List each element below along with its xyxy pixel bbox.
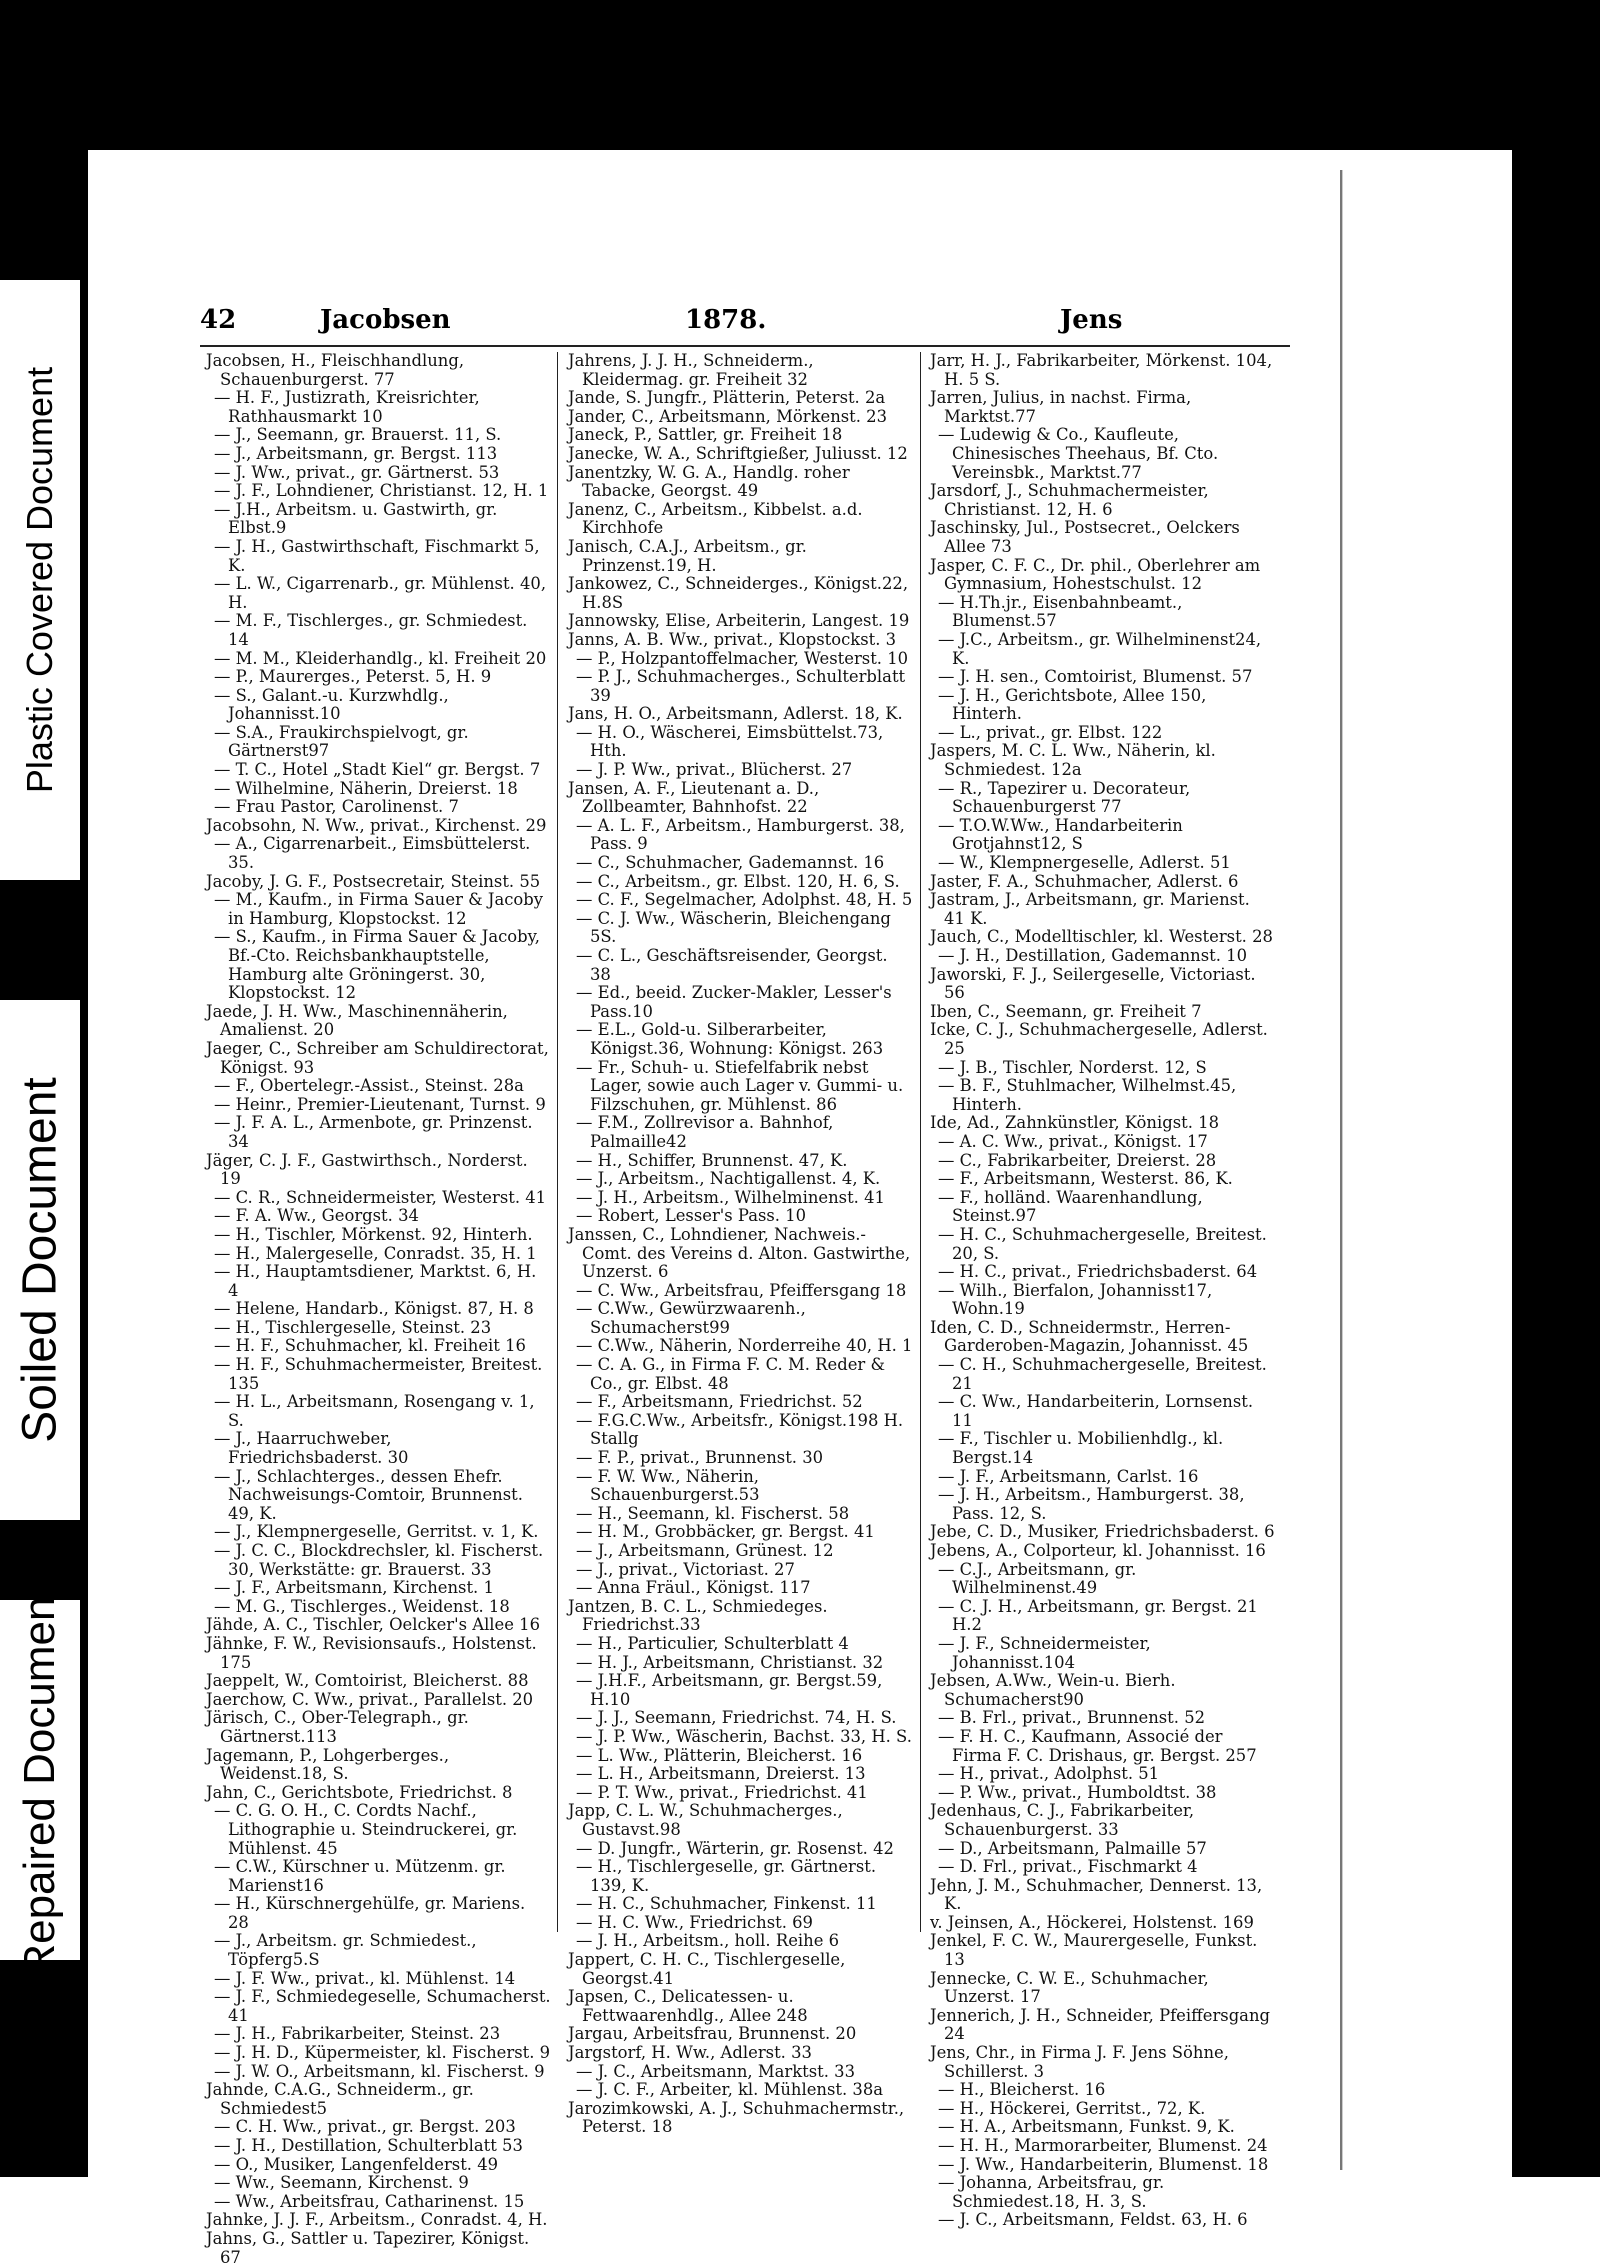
page-gutter bbox=[1340, 170, 1342, 2170]
directory-entry: Jähnke, F. W., Revisionsaufs., Holstenst. 175 bbox=[206, 1633, 537, 1672]
directory-entry: — B. F., Stuhlmacher, Wilhelmst.45, Hinterh. bbox=[938, 1076, 1237, 1114]
directory-entry: — C., Arbeitsm., gr. Elbst. 120, H. 6, S. bbox=[576, 871, 900, 891]
directory-entry: — S., Galant.-u. Kurzwhdlg., Johannisst.10 bbox=[214, 685, 449, 724]
directory-entry: — L., privat., gr. Elbst. 122 bbox=[938, 722, 1163, 742]
directory-entry: Jarozimkowski, A. J., Schuhmachermstr., Peterst. 18 bbox=[568, 2098, 905, 2137]
directory-entry: — Wilhelmine, Näherin, Dreierst. 18 bbox=[214, 778, 518, 798]
directory-entry: Jankowez, C., Schneiderges., Königst.22, H.8S bbox=[568, 574, 909, 612]
directory-entry: Jehn, J. M., Schuhmacher, Dennerst. 13, K. bbox=[930, 1875, 1263, 1914]
directory-entry: — H., Hauptamtsdiener, Marktst. 6, H. 4 bbox=[214, 1262, 537, 1300]
directory-entry: — J. H. D., Küpermeister, kl. Fischerst. 9 bbox=[214, 2043, 551, 2063]
directory-entry: Jarr, H. J., Fabrikarbeiter, Mörkenst. 104, H. 5 S. bbox=[930, 351, 1273, 389]
directory-entry: — C.Ww., Näherin, Norderreihe 40, H. 1 bbox=[576, 1336, 913, 1356]
directory-entry: — C., Fabrikarbeiter, Dreierst. 28 bbox=[938, 1150, 1217, 1170]
directory-entry: — T. C., Hotel „Stadt Kiel“ gr. Bergst. 7 bbox=[214, 760, 541, 780]
directory-entry: Japp, C. L. W., Schuhmacherges., Gustavst.98 bbox=[568, 1801, 843, 1839]
directory-entry: — Ww., Seemann, Kirchenst. 9 bbox=[214, 2173, 469, 2193]
directory-entry: — C. F., Segelmacher, Adolphst. 48, H. 5 bbox=[576, 890, 913, 910]
stamp-soiled bbox=[0, 1000, 80, 1520]
directory-entry: Janenz, C., Arbeitsm., Kibbelst. a.d. Kirchhofe bbox=[568, 499, 863, 538]
directory-entry: v. Jeinsen, A., Höckerei, Holstenst. 169 bbox=[930, 1912, 1254, 1932]
directory-entry: — D., Arbeitsmann, Palmaille 57 bbox=[938, 1838, 1207, 1858]
directory-entry: — J., Arbeitsmann, Grünest. 12 bbox=[576, 1541, 834, 1560]
directory-entry: — F., holländ. Waarenhandlung, Steinst.97 bbox=[938, 1187, 1203, 1226]
directory-entry: — A., Cigarrenarbeit., Eimsbüttelerst. 35. bbox=[214, 834, 531, 873]
directory-entry: — P. J., Schuhmacherges., Schulterblatt 39 bbox=[576, 667, 906, 705]
directory-entry: — H. F., Schuhmachermeister, Breitest. 135 bbox=[214, 1355, 543, 1393]
directory-entry: Jennerich, J. H., Schneider, Pfeiffersgang 24 bbox=[930, 2005, 1271, 2044]
directory-entry: Jantzen, B. C. L., Schmiedeges. Friedrichst.33 bbox=[568, 1596, 828, 1635]
directory-entry: Jahnke, J. J. F., Arbeitsm., Conradst. 4, H. bbox=[206, 2210, 548, 2230]
directory-entry: Jahn, C., Gerichtsbote, Friedrichst. 8 bbox=[206, 1782, 513, 1802]
directory-entry: — C. G. O. H., C. Cordts Nachf., Lithographie u. Steindruckerei, gr. Mühlenst. 45 bbox=[214, 1801, 518, 1858]
directory-entry: Jaster, F. A., Schuhmacher, Adlerst. 6 bbox=[930, 871, 1239, 891]
directory-column-3 bbox=[930, 352, 1275, 2230]
directory-entry: — F., Arbeitsmann, Friedrichst. 52 bbox=[576, 1392, 863, 1412]
directory-entry: — C. Ww., Arbeitsfrau, Pfeiffersgang 18 bbox=[576, 1280, 907, 1300]
directory-entry: — J. P. Ww., privat., Blücherst. 27 bbox=[576, 760, 853, 780]
directory-entry: — J. H., Destillation, Schulterblatt 53 bbox=[214, 2136, 523, 2155]
directory-entry: Jannowsky, Elise, Arbeiterin, Langest. 19 bbox=[568, 611, 910, 631]
directory-entry: — J. B., Tischler, Norderst. 12, S bbox=[938, 1057, 1207, 1077]
column-divider-2 bbox=[920, 352, 921, 1932]
directory-entry: — J. F., Schneidermeister, Johannisst.104 bbox=[938, 1633, 1151, 1672]
stamp-repaired-text: Repaired Document bbox=[15, 1584, 64, 1976]
directory-entry: — J. F., Arbeitsmann, Carlst. 16 bbox=[938, 1466, 1199, 1486]
directory-entry: — P. Ww., privat., Humboldtst. 38 bbox=[938, 1782, 1217, 1802]
directory-entry: — J. H., Arbeitsm., Hamburgerst. 38, Pass. 12, S. bbox=[938, 1485, 1245, 1523]
directory-entry: — J.C., Arbeitsm., gr. Wilhelminenst24, K. bbox=[938, 629, 1262, 668]
directory-entry: — H. F., Schuhmacher, kl. Freiheit 16 bbox=[214, 1336, 526, 1356]
directory-entry: Japsen, C., Delicatessen- u. Fettwaarenhdlg., Allee 248 bbox=[568, 1987, 808, 2025]
directory-entry: — H. J., Arbeitsmann, Christianst. 32 bbox=[576, 1652, 884, 1672]
directory-entry: Jargstorf, H. Ww., Adlerst. 33 bbox=[568, 2043, 812, 2063]
directory-entry: — H. M., Grobbäcker, gr. Bergst. 41 bbox=[576, 1522, 875, 1542]
directory-entry: — J. W. O., Arbeitsmann, kl. Fischerst. 9 bbox=[214, 2061, 545, 2081]
directory-entry: Jarsdorf, J., Schuhmachermeister, Christianst. 12, H. 6 bbox=[930, 481, 1209, 519]
directory-entry: — J., Arbeitsm., Nachtigallenst. 4, K. bbox=[576, 1169, 881, 1189]
directory-entry: — F. A. Ww., Georgst. 34 bbox=[214, 1206, 419, 1226]
directory-entry: — C. H., Schuhmachergeselle, Breitest. 21 bbox=[938, 1355, 1267, 1393]
directory-entry: — J. Ww., privat., gr. Gärtnerst. 53 bbox=[214, 462, 500, 482]
directory-entry: — J. H., Gerichtsbote, Allee 150, Hinterh. bbox=[938, 685, 1207, 724]
directory-entry: — P., Maurerges., Peterst. 5, H. 9 bbox=[214, 667, 492, 687]
directory-entry: — J., Haarruchweber, Friedrichsbaderst. 30 bbox=[214, 1429, 409, 1468]
directory-entry: Jahrens, J. J. H., Schneiderm., Kleidermag. gr. Freiheit 32 bbox=[568, 351, 814, 389]
directory-entry: Icke, C. J., Schuhmachergeselle, Adlerst. 25 bbox=[930, 1020, 1268, 1058]
directory-entry: — H., Bleicherst. 16 bbox=[938, 2080, 1106, 2100]
directory-entry: — M. F., Tischlerges., gr. Schmiedest. 14 bbox=[214, 611, 528, 649]
directory-entry: Jaeppelt, W., Comtoirist, Bleicherst. 88 bbox=[206, 1671, 529, 1691]
directory-entry: Jahnde, C.A.G., Schneiderm., gr. Schmiedest5 bbox=[206, 2080, 474, 2118]
directory-entry: Jaworski, F. J., Seilergeselle, Victoriast. 56 bbox=[930, 964, 1256, 1003]
directory-entry: — J. F., Schmiedegeselle, Schumacherst. 41 bbox=[214, 1987, 551, 2025]
directory-entry: — C. R., Schneidermeister, Westerst. 41 bbox=[214, 1187, 547, 1207]
directory-entry: — R., Tapezirer u. Decorateur, Schauenburgerst 77 bbox=[938, 778, 1191, 817]
directory-entry: — C. Ww., Handarbeiterin, Lornsenst. 11 bbox=[938, 1392, 1254, 1430]
directory-entry: — F. W. Ww., Näherin, Schauenburgerst.53 bbox=[576, 1466, 760, 1505]
directory-entry: Jennecke, C. W. E., Schuhmacher, Unzerst. 17 bbox=[930, 1968, 1209, 2007]
directory-entry: — J. H., Arbeitsm., Wilhelminenst. 41 bbox=[576, 1187, 885, 1207]
directory-entry: Jauch, C., Modelltischler, kl. Westerst. 28 bbox=[930, 927, 1273, 947]
directory-entry: Janns, A. B. Ww., privat., Klopstockst. 3 bbox=[568, 629, 897, 649]
directory-entry: — H. C. Ww., Friedrichst. 69 bbox=[576, 1912, 813, 1932]
directory-entry: Jande, S. Jungfr., Plätterin, Peterst. 2a bbox=[568, 388, 886, 408]
directory-entry: — H. F., Justizrath, Kreisrichter, Rathhausmarkt 10 bbox=[214, 388, 480, 426]
directory-entry: Ide, Ad., Zahnkünstler, Königst. 18 bbox=[930, 1113, 1219, 1133]
directory-entry: — H., Tischler, Mörkenst. 92, Hinterh. bbox=[214, 1224, 533, 1244]
directory-entry: Jacobsohn, N. Ww., privat., Kirchenst. 29 bbox=[206, 815, 547, 835]
directory-entry: — H., Particulier, Schulterblatt 4 bbox=[576, 1633, 849, 1653]
directory-entry: — Ludewig & Co., Kaufleute, Chinesisches Theehaus, Bf. Cto. Vereinsbk., Marktst.77 bbox=[938, 425, 1219, 482]
directory-entry: — F., Obertelegr.-Assist., Steinst. 28a bbox=[214, 1076, 524, 1096]
scan-border-right bbox=[1512, 0, 1600, 2177]
directory-entry: Jacoby, J. G. F., Postsecretair, Steinst. 55 bbox=[206, 871, 541, 891]
directory-entry: — Fr., Schuh- u. Stiefelfabrik nebst Lager, sowie auch Lager v. Gummi- u. Filzschuhen, gr. Mühlenst. 86 bbox=[576, 1057, 904, 1114]
directory-entry: — Helene, Handarb., Königst. 87, H. 8 bbox=[214, 1299, 534, 1319]
directory-entry: — C. L., Geschäftsreisender, Georgst. 38 bbox=[576, 946, 888, 984]
directory-entry: — Heinr., Premier-Lieutenant, Turnst. 9 bbox=[214, 1094, 546, 1114]
directory-entry: Jäger, C. J. F., Gastwirthsch., Norderst. 19 bbox=[206, 1150, 528, 1189]
directory-entry: Jedenhaus, C. J., Fabrikarbeiter, Schauenburgerst. 33 bbox=[930, 1801, 1195, 1839]
directory-entry: Jarren, Julius, in nachst. Firma, Marktst.77 bbox=[930, 388, 1192, 426]
directory-entry: — H., Kürschnergehülfe, gr. Mariens. 28 bbox=[214, 1894, 526, 1932]
directory-entry: — J. H., Fabrikarbeiter, Steinst. 23 bbox=[214, 2024, 501, 2044]
directory-entry: — C. A. G., in Firma F. C. M. Reder & Co., gr. Elbst. 48 bbox=[576, 1355, 886, 1393]
directory-entry: Jacobsen, H., Fleischhandlung, Schauenburgerst. 77 bbox=[206, 351, 465, 389]
directory-entry: — H.Th.jr., Eisenbahnbeamt., Blumenst.57 bbox=[938, 592, 1183, 631]
directory-entry: — H. C., Schuhmachergeselle, Breitest. 20, S. bbox=[938, 1224, 1267, 1263]
directory-entry: — C. J. H., Arbeitsmann, gr. Bergst. 21 H.2 bbox=[938, 1596, 1258, 1635]
directory-entry: Jaspers, M. C. L. Ww., Näherin, kl. Schmiedest. 12a bbox=[930, 741, 1216, 780]
directory-entry: — J. H. sen., Comtoirist, Blumenst. 57 bbox=[938, 667, 1253, 687]
directory-entry: — J. C., Arbeitsmann, Feldst. 63, H. 6 bbox=[938, 2210, 1248, 2230]
directory-entry: — H., Höckerei, Gerritst., 72, K. bbox=[938, 2098, 1206, 2118]
directory-entry: Iden, C. D., Schneidermstr., Herren-Garderoben-Magazin, Johannisst. 45 bbox=[930, 1317, 1249, 1356]
directory-entry: — E.L., Gold-u. Silberarbeiter, Königst.36, Wohnung: Königst. 263 bbox=[576, 1020, 884, 1058]
directory-entry: — J. Ww., Handarbeiterin, Blumenst. 18 bbox=[938, 2154, 1269, 2174]
directory-entry: — L. W., Cigarrenarb., gr. Mühlenst. 40, H. bbox=[214, 574, 547, 612]
directory-entry: — W., Klempnergeselle, Adlerst. 51 bbox=[938, 853, 1231, 873]
directory-entry: — Ww., Arbeitsfrau, Catharinenst. 15 bbox=[214, 2191, 525, 2211]
directory-entry: — H., Tischlergeselle, gr. Gärtnerst. 139, K. bbox=[576, 1857, 877, 1895]
directory-entry: — H., Schiffer, Brunnenst. 47, K. bbox=[576, 1150, 848, 1170]
directory-entry: — H. O., Wäscherei, Eimsbüttelst.73, Hth. bbox=[576, 722, 884, 761]
directory-entry: Janisch, C.A.J., Arbeitsm., gr. Prinzenst.19, H. bbox=[568, 536, 807, 575]
directory-entry: — L. Ww., Plätterin, Bleicherst. 16 bbox=[576, 1745, 863, 1765]
scan-border-top bbox=[0, 0, 1600, 150]
directory-entry: — H., privat., Adolphst. 51 bbox=[938, 1764, 1160, 1784]
column-divider-1 bbox=[557, 352, 558, 1932]
directory-entry: — J., Seemann, gr. Brauerst. 11, S. bbox=[214, 425, 502, 445]
page-header bbox=[200, 305, 1290, 345]
directory-entry: Jaede, J. H. Ww., Maschinennäherin, Amalienst. 20 bbox=[206, 1001, 508, 1040]
directory-entry: Iben, C., Seemann, gr. Freiheit 7 bbox=[930, 1001, 1202, 1021]
directory-entry: Jebe, C. D., Musiker, Friedrichsbaderst. 6 bbox=[930, 1522, 1275, 1542]
directory-entry: — Ed., beeid. Zucker-Makler, Lesser's Pass.10 bbox=[576, 983, 892, 1021]
directory-entry: — D. Frl., privat., Fischmarkt 4 bbox=[938, 1857, 1198, 1877]
directory-entry: — H. L., Arbeitsmann, Rosengang v. 1, S. bbox=[214, 1392, 535, 1430]
directory-entry: — M., Kaufm., in Firma Sauer & Jacoby in Hamburg, Klopstockst. 12 bbox=[214, 890, 544, 928]
page-number: 42 bbox=[200, 305, 237, 335]
directory-entry: Jaerchow, C. Ww., privat., Parallelst. 20 bbox=[206, 1689, 534, 1709]
directory-entry: Jaschinsky, Jul., Postsecret., Oelckers Allee 73 bbox=[930, 518, 1240, 556]
directory-entry: — T.O.W.Ww., Handarbeiterin Grotjahnst12, S bbox=[938, 815, 1183, 854]
directory-entry: Jahns, G., Sattler u. Tapezirer, Königst. 67 bbox=[206, 2228, 530, 2267]
directory-entry: — A. L. F., Arbeitsm., Hamburgerst. 38, Pass. 9 bbox=[576, 815, 905, 854]
directory-entry: Jastram, J., Arbeitsmann, gr. Marienst. 41 K. bbox=[930, 890, 1250, 928]
directory-entry: Jagemann, P., Lohgerberges., Weidenst.18, S. bbox=[206, 1745, 450, 1784]
directory-entry: — M. G., Tischlerges., Weidenst. 18 bbox=[214, 1596, 510, 1616]
directory-entry: — J. H., Arbeitsm., holl. Reihe 6 bbox=[576, 1931, 840, 1951]
directory-entry: — H. C., privat., Friedrichsbaderst. 64 bbox=[938, 1262, 1258, 1282]
header-left-word: Jacobsen bbox=[320, 305, 451, 335]
directory-entry: — L. H., Arbeitsmann, Dreierst. 13 bbox=[576, 1764, 866, 1784]
directory-entry: — J. F. A. L., Armenbote, gr. Prinzenst. 34 bbox=[214, 1113, 533, 1151]
directory-entry: — J.H., Arbeitsm. u. Gastwirth, gr. Elbst.9 bbox=[214, 499, 498, 538]
directory-entry: — C., Schuhmacher, Gademannst. 16 bbox=[576, 853, 885, 873]
directory-entry: — J. F., Arbeitsmann, Kirchenst. 1 bbox=[214, 1578, 494, 1598]
directory-entry: Jans, H. O., Arbeitsmann, Adlerst. 18, K. bbox=[568, 704, 903, 724]
directory-entry: — J. C. C., Blockdrechsler, kl. Fischerst. 30, Werkstätte: gr. Brauerst. 33 bbox=[214, 1541, 544, 1579]
directory-entry: — F. H. C., Kaufmann, Associé der Firma F. C. Drishaus, gr. Bergst. 257 bbox=[938, 1726, 1257, 1765]
directory-entry: — C.W., Kürschner u. Mützenm. gr. Marienst16 bbox=[214, 1857, 506, 1895]
directory-entry: — J., Arbeitsmann, gr. Bergst. 113 bbox=[214, 443, 498, 463]
directory-entry: Jappert, C. H. C., Tischlergeselle, Georgst.41 bbox=[568, 1950, 846, 1988]
directory-entry: Jebens, A., Colporteur, kl. Johannisst. 16 bbox=[930, 1541, 1266, 1560]
directory-entry: — H. C., Schuhmacher, Finkenst. 11 bbox=[576, 1894, 877, 1914]
directory-column-1 bbox=[206, 352, 551, 2267]
directory-entry: — Wilh., Bierfalon, Johannisst17, Wohn.19 bbox=[938, 1280, 1213, 1319]
directory-entry: Janentzky, W. G. A., Handlg. roher Tabacke, Georgst. 49 bbox=[568, 462, 850, 501]
directory-entry: — J. P. Ww., Wäscherin, Bachst. 33, H. S. bbox=[576, 1726, 912, 1746]
directory-entry: — H., Tischlergeselle, Steinst. 23 bbox=[214, 1317, 492, 1337]
directory-entry: — F., Arbeitsmann, Westerst. 86, K. bbox=[938, 1169, 1233, 1189]
facing-page-edge bbox=[1342, 170, 1511, 2170]
directory-entry: — J., Schlachterges., dessen Ehefr. Nachweisungs-Comtoir, Brunnenst. 49, K. bbox=[214, 1466, 523, 1523]
directory-entry: — P., Holzpantoffelmacher, Westerst. 10 bbox=[576, 648, 909, 668]
stamp-repaired bbox=[0, 1584, 80, 1976]
directory-entry: — H. A., Arbeitsmann, Funkst. 9, K. bbox=[938, 2117, 1235, 2137]
directory-entry: — J., Klempnergeselle, Gerritst. v. 1, K. bbox=[214, 1522, 539, 1542]
directory-entry: Jansen, A. F., Lieutenant a. D., Zollbeamter, Bahnhofst. 22 bbox=[568, 778, 820, 817]
directory-column-2 bbox=[568, 352, 913, 2137]
directory-entry: — F.M., Zollrevisor a. Bahnhof, Palmaille42 bbox=[576, 1113, 834, 1151]
directory-entry: — Anna Fräul., Königst. 117 bbox=[576, 1578, 811, 1598]
directory-entry: Jasper, C. F. C., Dr. phil., Oberlehrer am Gymnasium, Hohestschulst. 12 bbox=[930, 555, 1261, 594]
directory-entry: — S.A., Fraukirchspielvogt, gr. Gärtnerst97 bbox=[214, 722, 469, 761]
header-right-word: Jens bbox=[1060, 305, 1123, 335]
directory-entry: — J. C., Arbeitsmann, Marktst. 33 bbox=[576, 2061, 856, 2081]
stamp-soiled-text: Soiled Document bbox=[13, 1077, 67, 1443]
directory-entry: — J.H.F., Arbeitsmann, gr. Bergst.59, H.10 bbox=[576, 1671, 883, 1709]
directory-entry: — Johanna, Arbeitsfrau, gr. Schmiedest.18, H. 3, S. bbox=[938, 2173, 1165, 2211]
directory-entry: — C.J., Arbeitsmann, gr. Wilhelminenst.49 bbox=[938, 1559, 1137, 1598]
directory-entry: — H. H., Marmorarbeiter, Blumenst. 24 bbox=[938, 2136, 1268, 2155]
directory-entry: — Robert, Lesser's Pass. 10 bbox=[576, 1206, 807, 1226]
directory-entry: — C. H. Ww., privat., gr. Bergst. 203 bbox=[214, 2117, 516, 2137]
directory-entry: — A. C. Ww., privat., Königst. 17 bbox=[938, 1131, 1208, 1151]
directory-entry: — S., Kaufm., in Firma Sauer & Jacoby, Bf.-Cto. Reichsbankhauptstelle, Hamburg alte Gröningerst. 30, Klopstockst. 12 bbox=[214, 927, 540, 1003]
directory-entry: — M. M., Kleiderhandlg., kl. Freiheit 20 bbox=[214, 648, 547, 668]
directory-entry: Jaeger, C., Schreiber am Schuldirectorat, Königst. 93 bbox=[206, 1038, 549, 1077]
directory-entry: — P. T. Ww., privat., Friedrichst. 41 bbox=[576, 1782, 868, 1802]
directory-entry: Jargau, Arbeitsfrau, Brunnenst. 20 bbox=[568, 2024, 857, 2044]
directory-entry: Jenkel, F. C. W., Maurergeselle, Funkst. 13 bbox=[930, 1931, 1258, 1970]
directory-entry: Janeck, P., Sattler, gr. Freiheit 18 bbox=[568, 425, 843, 445]
directory-entry: — Frau Pastor, Carolinenst. 7 bbox=[214, 797, 459, 817]
header-rule bbox=[200, 345, 1290, 347]
directory-entry: — H., Malergeselle, Conradst. 35, H. 1 bbox=[214, 1243, 537, 1263]
directory-entry: Jander, C., Arbeitsmann, Mörkenst. 23 bbox=[568, 406, 888, 426]
directory-entry: — J. C. F., Arbeiter, kl. Mühlenst. 38a bbox=[576, 2080, 884, 2100]
directory-entry: — H., Seemann, kl. Fischerst. 58 bbox=[576, 1503, 850, 1523]
header-year: 1878. bbox=[685, 305, 767, 335]
stamp-plastic-covered-text: Plastic Covered Document bbox=[19, 366, 60, 794]
directory-entry: — J., privat., Victoriast. 27 bbox=[576, 1559, 795, 1579]
directory-entry: — J. F. Ww., privat., kl. Mühlenst. 14 bbox=[214, 1968, 516, 1988]
directory-entry: — D. Jungfr., Wärterin, gr. Rosenst. 42 bbox=[576, 1838, 894, 1858]
directory-entry: — B. Frl., privat., Brunnenst. 52 bbox=[938, 1708, 1206, 1728]
directory-entry: — F. P., privat., Brunnenst. 30 bbox=[576, 1448, 824, 1468]
directory-entry: — F.G.C.Ww., Arbeitsfr., Königst.198 H. Stallg bbox=[576, 1410, 904, 1449]
directory-entry: — O., Musiker, Langenfelderst. 49 bbox=[214, 2154, 499, 2174]
directory-entry: — C.Ww., Gewürzwaarenh., Schumacherst99 bbox=[576, 1299, 806, 1337]
directory-entry: — J. H., Destillation, Gademannst. 10 bbox=[938, 946, 1248, 965]
stamp-plastic-covered bbox=[0, 280, 80, 880]
directory-entry: Jähde, A. C., Tischler, Oelcker's Allee 16 bbox=[206, 1615, 541, 1635]
directory-entry: — J., Arbeitsm. gr. Schmiedest., Töpferg5.S bbox=[214, 1931, 477, 1970]
directory-entry: Jebsen, A.Ww., Wein-u. Bierh. Schumacherst90 bbox=[930, 1671, 1176, 1709]
directory-entry: — F., Tischler u. Mobilienhdlg., kl. Bergst.14 bbox=[938, 1429, 1224, 1468]
directory-entry: — C. J. Ww., Wäscherin, Bleichengang 5S. bbox=[576, 908, 891, 947]
directory-entry: — J. F., Lohndiener, Christianst. 12, H. 1 bbox=[214, 481, 549, 501]
directory-entry: — J. H., Gastwirthschaft, Fischmarkt 5, K. bbox=[214, 536, 540, 575]
directory-entry: Jens, Chr., in Firma J. F. Jens Söhne, Schillerst. 3 bbox=[930, 2043, 1229, 2081]
directory-entry: Janecke, W. A., Schriftgießer, Juliusst. 12 bbox=[568, 443, 908, 463]
directory-entry: Järisch, C., Ober-Telegraph., gr. Gärtnerst.113 bbox=[206, 1708, 469, 1746]
directory-entry: — J. J., Seemann, Friedrichst. 74, H. S. bbox=[576, 1708, 897, 1728]
directory-entry: Janssen, C., Lohndiener, Nachweis.-Comt. des Vereins d. Alton. Gastwirthe, Unzerst. 6 bbox=[568, 1224, 911, 1282]
